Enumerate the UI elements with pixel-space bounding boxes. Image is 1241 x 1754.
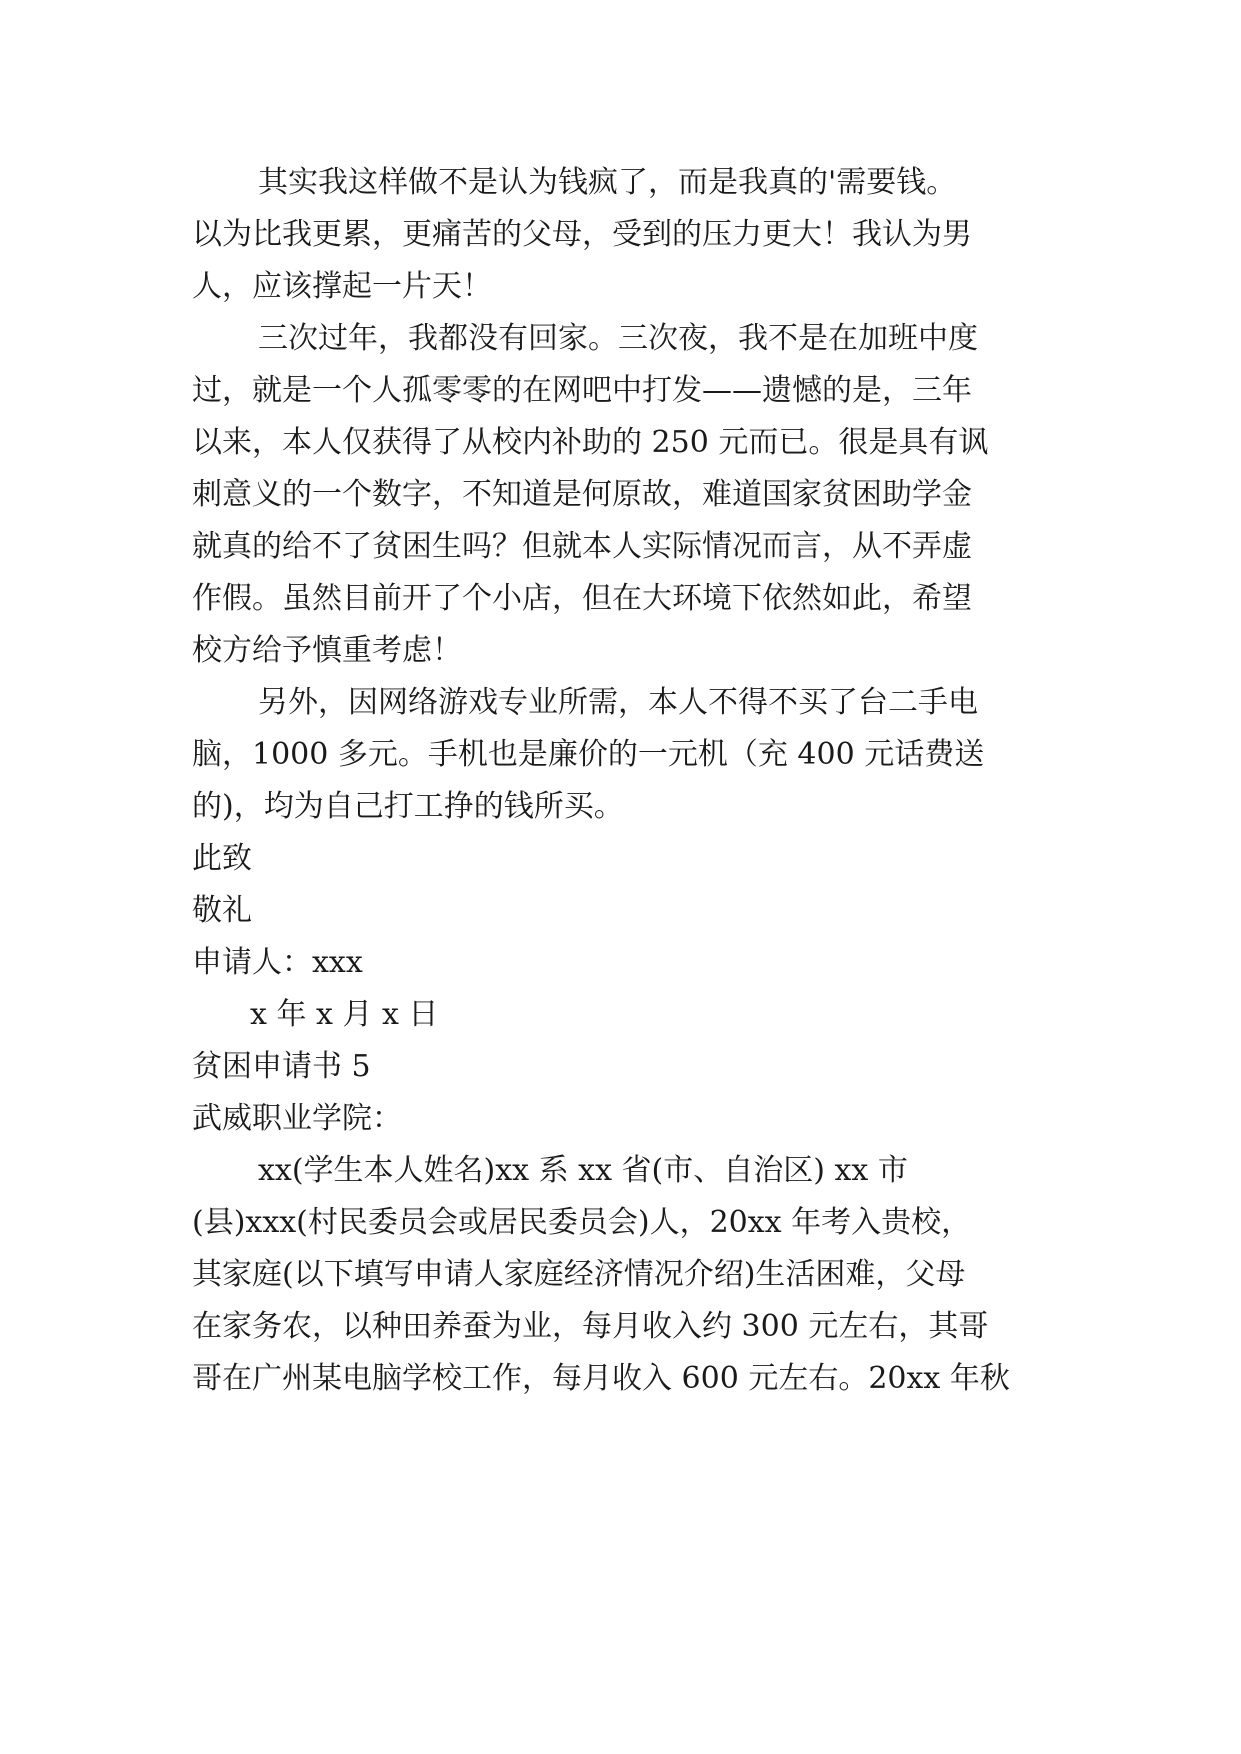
paragraph-2-line-5: 就真的给不了贫困生吗？但就本人实际情况而言，从不弄虚 <box>192 529 972 564</box>
paragraph-2-line-2: 过，就是一个人孤零零的在网吧中打发——遗憾的是，三年 <box>192 373 972 408</box>
paragraph-1-line-1: 其实我这样做不是认为钱疯了，而是我真的'需要钱。 <box>258 165 957 200</box>
paragraph-2-line-1: 三次过年，我都没有回家。三次夜，我不是在加班中度 <box>258 321 978 356</box>
applicant-line: 申请人：xxx <box>192 945 363 980</box>
paragraph-1-line-3: 人，应该撑起一片天！ <box>192 269 492 304</box>
paragraph-2-line-6: 作假。虽然目前开了个小店，但在大环境下依然如此，希望 <box>192 581 972 616</box>
date-line: x 年 x 月 x 日 <box>250 997 439 1032</box>
closing-text: 此致 <box>192 841 252 876</box>
paragraph-1-line-2 <box>192 206 1054 264</box>
paragraph-2-line-3: 以来，本人仅获得了从校内补助的 250 元而已。很是具有讽 <box>192 425 989 460</box>
paragraph-3-line-2: 脑，1000 多元。手机也是廉价的一元机（充 400 元话费送 <box>192 737 985 772</box>
paragraph-3-line-3: 的)，均为自己打工挣的钱所买。 <box>192 789 624 824</box>
salute-text: 敬礼 <box>192 893 252 928</box>
paragraph-1-line-2-text: 以为比我更累，更痛苦的父母，受到的压力更大！我认为男 <box>192 217 972 252</box>
paragraph-4-line-3: 其家庭(以下填写申请人家庭经济情况介绍)生活困难，父母 <box>192 1257 966 1292</box>
paragraph-3-line-1: 另外，因网络游戏专业所需，本人不得不买了台二手电 <box>258 685 978 720</box>
paragraph-2-line-4: 刺意义的一个数字，不知道是何原故，难道国家贫困助学金 <box>192 477 972 512</box>
paragraph-4-line-4: 在家务农，以种田养蚕为业，每月收入约 300 元左右，其哥 <box>192 1309 989 1344</box>
paragraph-4-line-1: xx(学生本人姓名)xx 系 xx 省(市、自治区) xx 市 <box>258 1153 908 1188</box>
paragraph-4-line-2: (县)xxx(村民委员会或居民委员会)人，20xx 年考入贵校， <box>192 1205 972 1240</box>
paragraph-4-line-5: 哥在广州某电脑学校工作，每月收入 600 元左右。20xx 年秋 <box>192 1361 1010 1396</box>
section-title: 贫困申请书 5 <box>192 1049 371 1084</box>
paragraph-2-line-7: 校方给予慎重考虑！ <box>192 633 462 668</box>
addressee-line: 武威职业学院： <box>192 1101 402 1136</box>
